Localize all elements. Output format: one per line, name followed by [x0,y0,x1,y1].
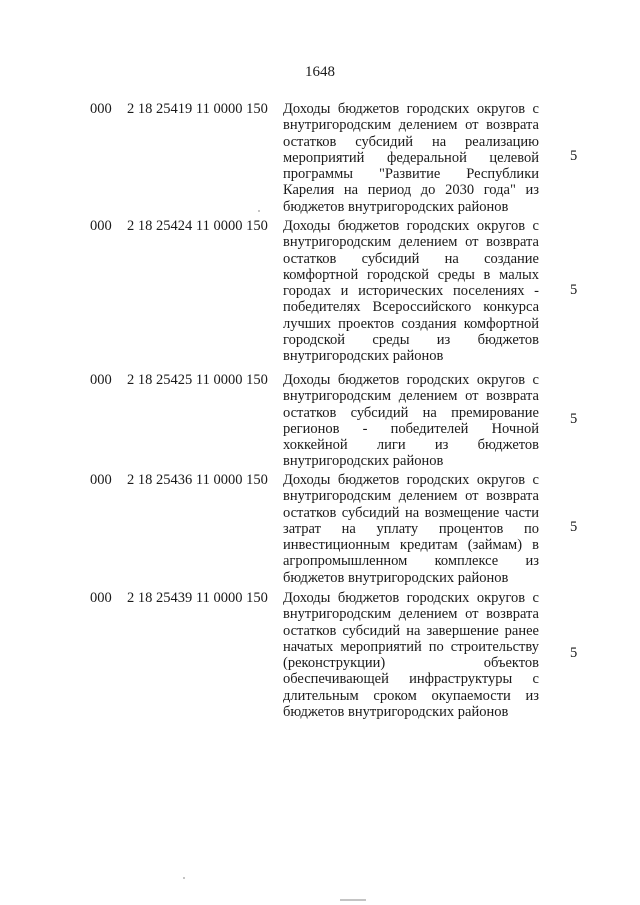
page-number: 1648 [305,64,335,80]
description-line: Доходы бюджетов городских округов с [283,101,539,117]
row-code: 000 [90,101,112,117]
description-line: Карелия на период до 2030 года" из [283,182,539,199]
row-code: 000 [90,590,112,606]
row-kbk-code: 2 18 25424 11 0000 150 [127,218,268,234]
description-line: городской среды из бюджетов [283,332,539,349]
row-amount: 5 [570,645,578,661]
description-line: обеспечивающей инфраструктуры с [283,671,539,688]
description-line: внутригородским делением от возврата [283,606,539,623]
scan-speck [183,877,185,879]
description-line: победителях Всероссийского конкурса [283,299,539,316]
description-line: остатков субсидий на реализацию [283,133,539,150]
description-line: внутригородских районов [283,348,444,365]
description-line: остатков субсидий на завершение ранее [283,622,539,639]
row-kbk-code: 2 18 25425 11 0000 150 [127,372,268,388]
row-amount: 5 [570,411,578,427]
description-line: инвестиционным кредитам (займам) в [283,537,539,554]
description-line: внутригородским делением от возврата [283,117,539,134]
row-kbk-code: 2 18 25439 11 0000 150 [127,590,268,606]
description-line: внутригородским делением от возврата [283,488,539,505]
row-code: 000 [90,372,112,388]
description-line: хоккейной лиги из бюджетов [283,437,539,454]
description-line: длительным сроком окупаемости из [283,687,539,704]
description-line: остатков субсидий на премирование [283,404,539,421]
row-description [283,101,539,215]
row-code: 000 [90,472,112,488]
scan-speck [258,210,260,212]
row-description [283,472,539,586]
row-description [283,590,539,720]
description-line: внутригородским делением от возврата [283,388,539,405]
description-line: Доходы бюджетов городских округов с [283,472,539,488]
row-description [283,372,539,470]
row-description [283,218,539,365]
description-line: (реконструкции) объектов [283,655,539,672]
row-code: 000 [90,218,112,234]
description-line: регионов - победителей Ночной [283,420,539,437]
scan-speck [340,899,366,901]
description-line: Доходы бюджетов городских округов с [283,590,539,606]
description-line: мероприятий федеральной целевой [283,149,539,166]
row-amount: 5 [570,148,578,164]
description-line: остатков субсидий на создание [283,250,539,267]
description-line: остатков субсидий на возмещение части [283,504,539,521]
description-line: лучших проектов создания комфортной [283,315,539,332]
description-line: затрат на уплату процентов по [283,520,539,537]
description-line: комфортной городской среды в малых [283,266,539,283]
row-amount: 5 [570,282,578,298]
description-line: Доходы бюджетов городских округов с [283,218,539,234]
description-line: бюджетов внутригородских районов [283,704,509,721]
description-line: программы "Развитие Республики [283,166,539,183]
description-line: городах и исторических поселениях - [283,283,539,300]
row-kbk-code: 2 18 25436 11 0000 150 [127,472,268,488]
description-line: внутригородским делением от возврата [283,234,539,251]
description-line: бюджетов внутригородских районов [283,198,509,215]
description-line: внутригородских районов [283,453,444,470]
description-line: начатых мероприятий по строительству [283,638,539,655]
description-line: бюджетов внутригородских районов [283,569,509,586]
row-kbk-code: 2 18 25419 11 0000 150 [127,101,268,117]
description-line: агропромышленном комплексе из [283,553,539,570]
description-line: Доходы бюджетов городских округов с [283,372,539,388]
row-amount: 5 [570,519,578,535]
